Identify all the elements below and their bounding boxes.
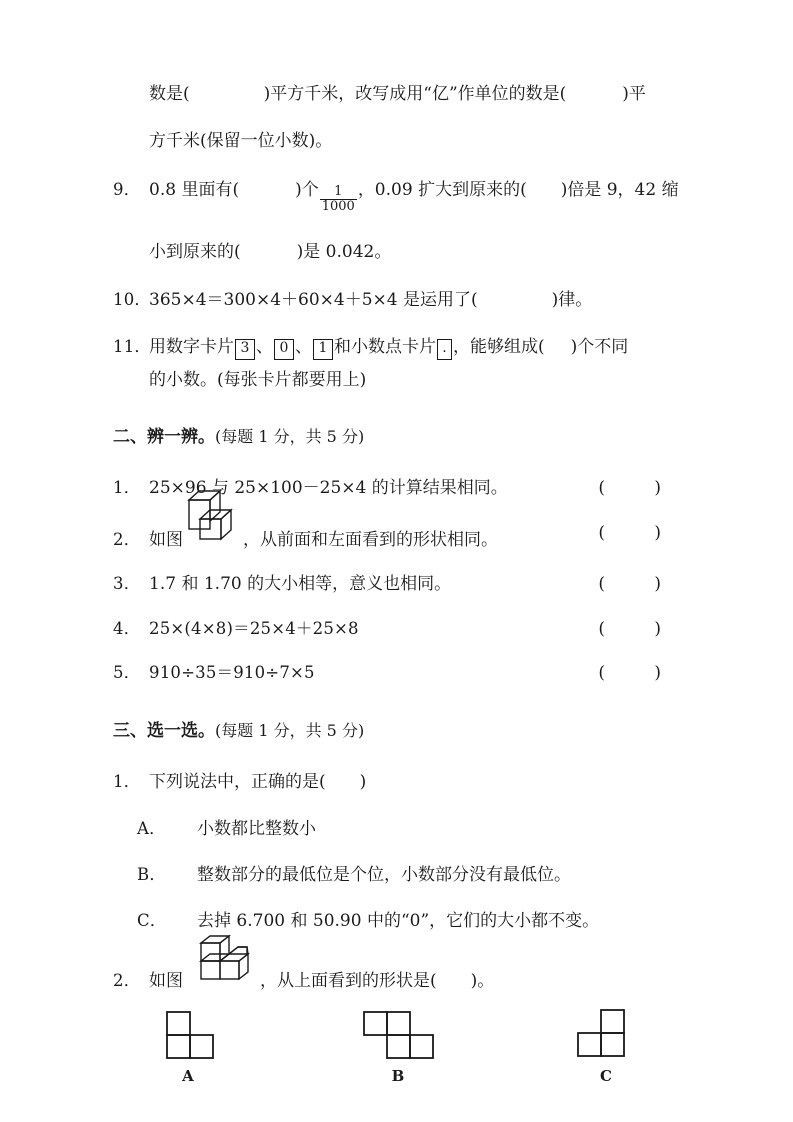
judge-item-5 bbox=[113, 665, 683, 682]
decimal-point-card: . bbox=[437, 339, 452, 360]
fraction-numerator: 1 bbox=[334, 184, 343, 199]
judge-item-1-answer-paren[interactable]: ( ) bbox=[598, 477, 683, 498]
judge-item-2-answer-paren[interactable]: ( ) bbox=[598, 522, 683, 543]
page-content bbox=[113, 86, 683, 1092]
judge-item-2 bbox=[113, 522, 683, 550]
choice-option-a-text: 小数都比整数小 bbox=[197, 818, 316, 839]
choice-option-c-letter: C． bbox=[137, 910, 167, 930]
question-11-seg-2: 和小数点卡片 bbox=[334, 337, 436, 358]
shape-a-label: A bbox=[182, 1066, 194, 1085]
question-9-line2-a: 小到原来的( bbox=[149, 242, 241, 263]
shape-c-grid bbox=[573, 1006, 639, 1064]
section-two-heading bbox=[113, 426, 683, 447]
section-two-title: 二、辨一辨。 bbox=[113, 426, 215, 447]
choice-question-1-number: 1． bbox=[113, 771, 141, 791]
question-11-seg-4: )个不同 bbox=[570, 337, 629, 358]
question-9-seg-1: 0.8 里面有( bbox=[149, 180, 240, 200]
judge-item-4-answer-paren[interactable]: ( ) bbox=[598, 618, 683, 639]
carryover-part-a: 数是( bbox=[149, 84, 190, 104]
choice-question-2-stem bbox=[113, 966, 683, 990]
shape-choices-row bbox=[113, 1000, 683, 1092]
judge-item-4-text: 25×(4×8)＝25×4＋25×8 bbox=[149, 618, 359, 638]
judge-item-3-answer-paren[interactable]: ( ) bbox=[598, 573, 683, 594]
judge-item-1-text: 25×96 与 25×100－25×4 的计算结果相同。 bbox=[149, 477, 508, 498]
choice-question-2-text-before: 如图 bbox=[149, 970, 183, 991]
carryover-part-b: )平方千米，改写成用“亿”作单位的数是( bbox=[263, 84, 567, 104]
question-9-seg-3: ，0.09 扩大到原来的( bbox=[357, 180, 527, 200]
judge-item-5-text: 910÷35＝910÷7×5 bbox=[149, 663, 315, 683]
carryover-line-2 bbox=[113, 133, 683, 150]
choice-question-2-text-after-a: ，从上面看到的形状是( bbox=[260, 970, 437, 991]
question-11-number: 11． bbox=[113, 337, 152, 357]
question-11-seg-3: ，能够组成( bbox=[453, 337, 545, 358]
shape-choice-a[interactable] bbox=[143, 1006, 233, 1085]
choice-option-a[interactable] bbox=[113, 818, 683, 839]
number-card-0: 0 bbox=[274, 339, 294, 360]
fraction-denominator: 1000 bbox=[321, 199, 355, 215]
choice-question-1-stem-end: ) bbox=[359, 771, 367, 792]
choice-question-2-text-after-b: )。 bbox=[470, 970, 495, 991]
question-10-seg-1: 365×4＝300×4＋60×4＋5×4 是运用了( bbox=[149, 290, 478, 311]
choice-option-b-text: 整数部分的最低位是个位，小数部分没有最低位。 bbox=[197, 864, 571, 885]
question-10-line bbox=[113, 292, 683, 309]
shape-a-grid bbox=[159, 1006, 217, 1064]
choice-option-c[interactable] bbox=[113, 910, 683, 931]
card-separator-1: 、 bbox=[256, 337, 273, 358]
choice-question-1-stem bbox=[113, 771, 683, 792]
judge-item-1-number: 1． bbox=[113, 477, 141, 497]
section-three-title: 三、选一选。 bbox=[113, 720, 215, 741]
choice-option-b-letter: B． bbox=[137, 864, 167, 884]
shape-choice-b[interactable] bbox=[343, 1006, 453, 1085]
fraction-one-over-thousand bbox=[320, 185, 357, 214]
shape-b-grid bbox=[358, 1006, 438, 1064]
carryover-part-c: )平 bbox=[622, 84, 646, 104]
choice-question-1-stem-text: 下列说法中，正确的是( bbox=[149, 771, 326, 792]
question-9-line-2 bbox=[113, 244, 683, 261]
carryover-line2-text: 方千米(保留一位小数)。 bbox=[149, 131, 333, 151]
carryover-line-1 bbox=[113, 86, 683, 103]
number-card-3: 3 bbox=[235, 339, 255, 360]
choice-option-a-letter: A． bbox=[137, 818, 166, 838]
choice-option-c-text: 去掉 6.700 和 50.90 中的“0”，它们的大小都不变。 bbox=[197, 910, 600, 931]
judge-item-4-number: 4． bbox=[113, 618, 141, 638]
judge-item-2-text-after: ，从前面和左面看到的形状相同。 bbox=[243, 529, 498, 550]
section-three-heading bbox=[113, 720, 683, 741]
l-shaped-solid-figure bbox=[183, 525, 243, 545]
question-11-seg-1: 用数字卡片 bbox=[149, 337, 234, 358]
section-two-score: (每题 1 分，共 5 分) bbox=[215, 426, 365, 446]
four-cube-solid-figure bbox=[183, 966, 260, 986]
question-11-line-2 bbox=[113, 369, 683, 390]
shape-b-label: B bbox=[391, 1066, 405, 1085]
shape-choice-c[interactable] bbox=[551, 1006, 661, 1085]
choice-option-b[interactable] bbox=[113, 864, 683, 885]
judge-item-2-number: 2． bbox=[113, 529, 141, 549]
judge-item-3 bbox=[113, 573, 683, 594]
question-10-number: 10． bbox=[113, 290, 152, 310]
question-9-line-1 bbox=[113, 182, 683, 214]
shape-c-label: C bbox=[600, 1066, 612, 1085]
question-9-line2-b: )是 0.042。 bbox=[296, 242, 392, 263]
question-9-number: 9． bbox=[113, 180, 141, 199]
judge-item-3-text: 1.7 和 1.70 的大小相等，意义也相同。 bbox=[149, 573, 452, 594]
number-card-1: 1 bbox=[313, 339, 333, 360]
question-9-seg-4: )倍是 9，42 缩 bbox=[560, 180, 679, 200]
question-9-seg-2: )个 bbox=[295, 180, 319, 200]
judge-item-3-number: 3． bbox=[113, 573, 141, 593]
judge-item-5-answer-paren[interactable]: ( ) bbox=[598, 663, 683, 684]
judge-item-2-text-before: 如图 bbox=[149, 529, 183, 550]
choice-question-2-number: 2． bbox=[113, 970, 141, 990]
question-11-line2-text: 的小数。(每张卡片都要用上) bbox=[149, 369, 367, 390]
question-11-line-1 bbox=[113, 339, 683, 360]
section-three-score: (每题 1 分，共 5 分) bbox=[215, 720, 365, 740]
card-separator-2: 、 bbox=[295, 337, 312, 358]
judge-item-5-number: 5． bbox=[113, 663, 141, 683]
judge-item-4 bbox=[113, 618, 683, 639]
question-10-seg-2: )律。 bbox=[551, 290, 593, 311]
